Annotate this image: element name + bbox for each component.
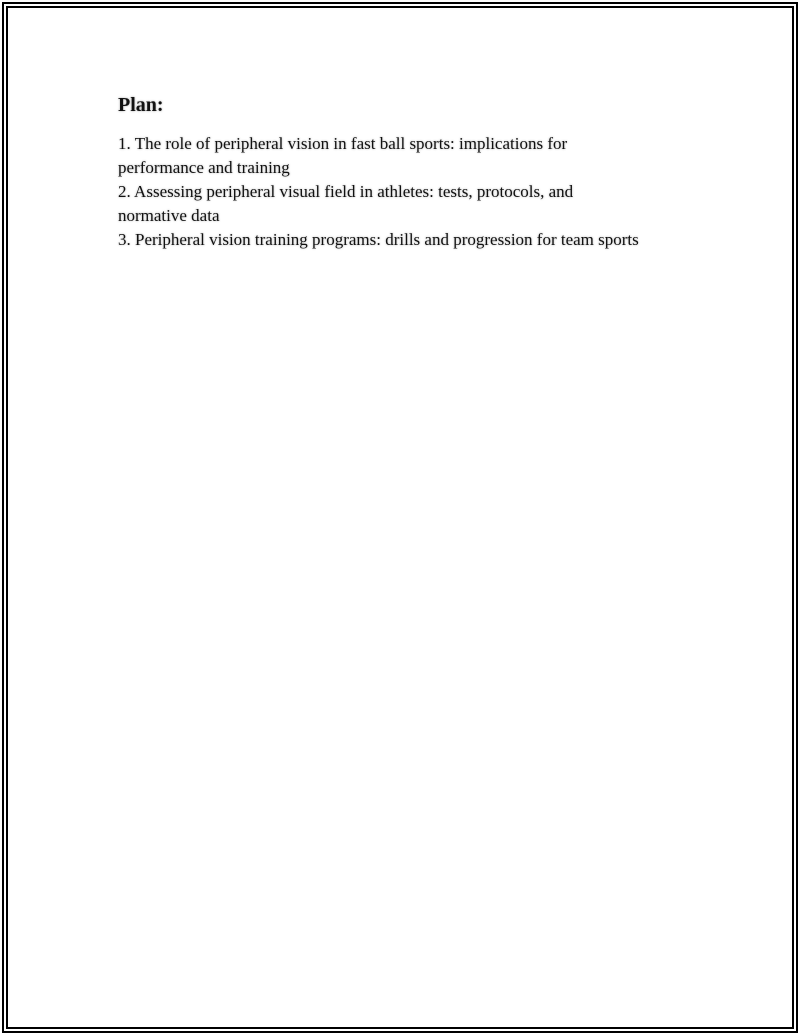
plan-list	[118, 132, 718, 252]
plan-item-2-line-2: normative data	[118, 206, 220, 225]
plan-item-2	[118, 180, 718, 228]
plan-item-3	[118, 228, 718, 252]
plan-heading: Plan:	[118, 94, 164, 116]
document-body	[118, 92, 718, 252]
plan-item-2-line-1: 2. Assessing peripheral visual field in athletes: tests, protocols, and	[118, 182, 574, 201]
plan-item-3-line-1: 3. Peripheral vision training programs: drills and progression for team sports	[118, 230, 639, 249]
plan-item-1-line-2: performance and training	[118, 158, 290, 177]
plan-item-1	[118, 132, 718, 180]
plan-item-1-line-1: 1. The role of peripheral vision in fast ball sports: implications for	[118, 134, 568, 153]
